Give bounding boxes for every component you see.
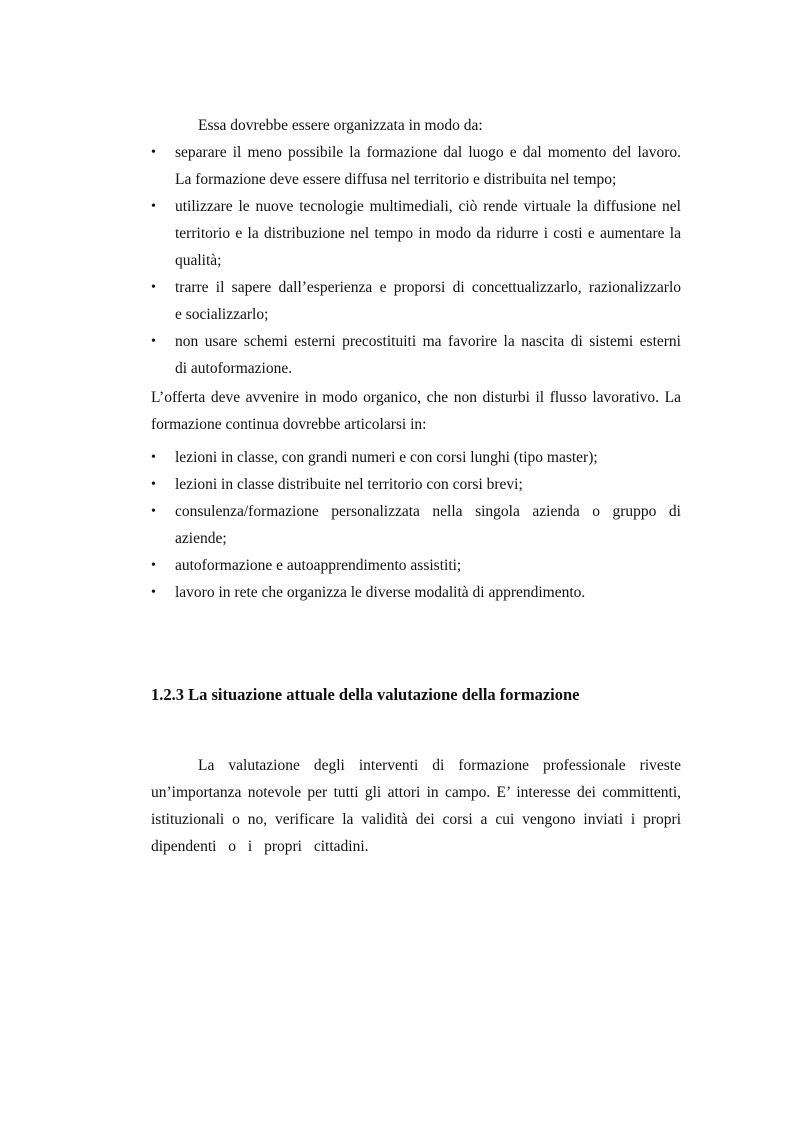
bullet-icon: •	[151, 558, 156, 573]
paragraph-line: istituzionali o no, verificare la validità dei corsi a cui vengono inviati i propri	[151, 811, 681, 828]
document-body	[151, 112, 681, 606]
list-item	[151, 444, 681, 471]
list-item-line: trarre il sapere dall’esperienza e proporsi di concettualizzarlo, razionalizzarlo	[175, 279, 681, 296]
list-item-line: autoformazione e autoapprendimento assistiti;	[175, 557, 462, 574]
bullet-list-formazione	[151, 444, 681, 606]
paragraph-offerta	[151, 384, 681, 438]
list-item	[151, 471, 681, 498]
paragraph-line: dipendenti o i propri cittadini.	[151, 838, 369, 855]
paragraph-line: L’offerta deve avvenire in modo organico, che non disturbi il flusso lavorativo. La	[151, 389, 681, 406]
bullet-icon: •	[151, 199, 156, 214]
list-item-line: aziende;	[175, 530, 227, 547]
list-item	[151, 579, 681, 606]
list-item-line: qualità;	[175, 252, 222, 269]
bullet-icon: •	[151, 280, 156, 295]
list-item-line: lavoro in rete che organizza le diverse modalità di apprendimento.	[175, 584, 586, 601]
paragraph-line: La valutazione degli interventi di formazione professionale riveste	[198, 757, 681, 774]
list-item-line: di autoformazione.	[175, 360, 293, 377]
list-item	[151, 328, 681, 382]
list-item-line: territorio e la distribuzione nel tempo in modo da ridurre i costi e aumentare la	[175, 225, 681, 242]
list-item	[151, 274, 681, 328]
list-item	[151, 552, 681, 579]
bullet-icon: •	[151, 334, 156, 349]
list-item	[151, 498, 681, 552]
list-item-line: consulenza/formazione personalizzata nella singola azienda o gruppo di	[175, 503, 681, 520]
list-item-line: lezioni in classe distribuite nel territorio con corsi brevi;	[175, 476, 523, 493]
list-item-line: La formazione deve essere diffusa nel territorio e distribuita nel tempo;	[175, 171, 617, 188]
list-item	[151, 139, 681, 193]
bullet-icon: •	[151, 585, 156, 600]
bullet-list-organization	[151, 139, 681, 382]
bullet-icon: •	[151, 504, 156, 519]
bullet-icon: •	[151, 145, 156, 160]
bullet-icon: •	[151, 450, 156, 465]
list-item	[151, 193, 681, 274]
list-item-line: e socializzarlo;	[175, 306, 269, 323]
list-item-line: utilizzare le nuove tecnologie multimediali, ciò rende virtuale la diffusione nel	[175, 198, 681, 215]
section-heading: 1.2.3 La situazione attuale della valutazione della formazione	[151, 685, 580, 704]
paragraph-line: formazione continua dovrebbe articolarsi in:	[151, 416, 427, 433]
paragraph-valutazione	[151, 752, 681, 860]
bullet-icon: •	[151, 477, 156, 492]
list-item-line: lezioni in classe, con grandi numeri e con corsi lunghi (tipo master);	[175, 449, 598, 466]
paragraph-line: un’importanza notevole per tutti gli attori in campo. E’ interesse dei committenti,	[151, 784, 681, 801]
list-item-line: non usare schemi esterni precostituiti ma favorire la nascita di sistemi esterni	[175, 333, 681, 350]
intro-line: Essa dovrebbe essere organizzata in modo da:	[198, 117, 483, 134]
list-item-line: separare il meno possibile la formazione dal luogo e dal momento del lavoro.	[175, 144, 681, 161]
